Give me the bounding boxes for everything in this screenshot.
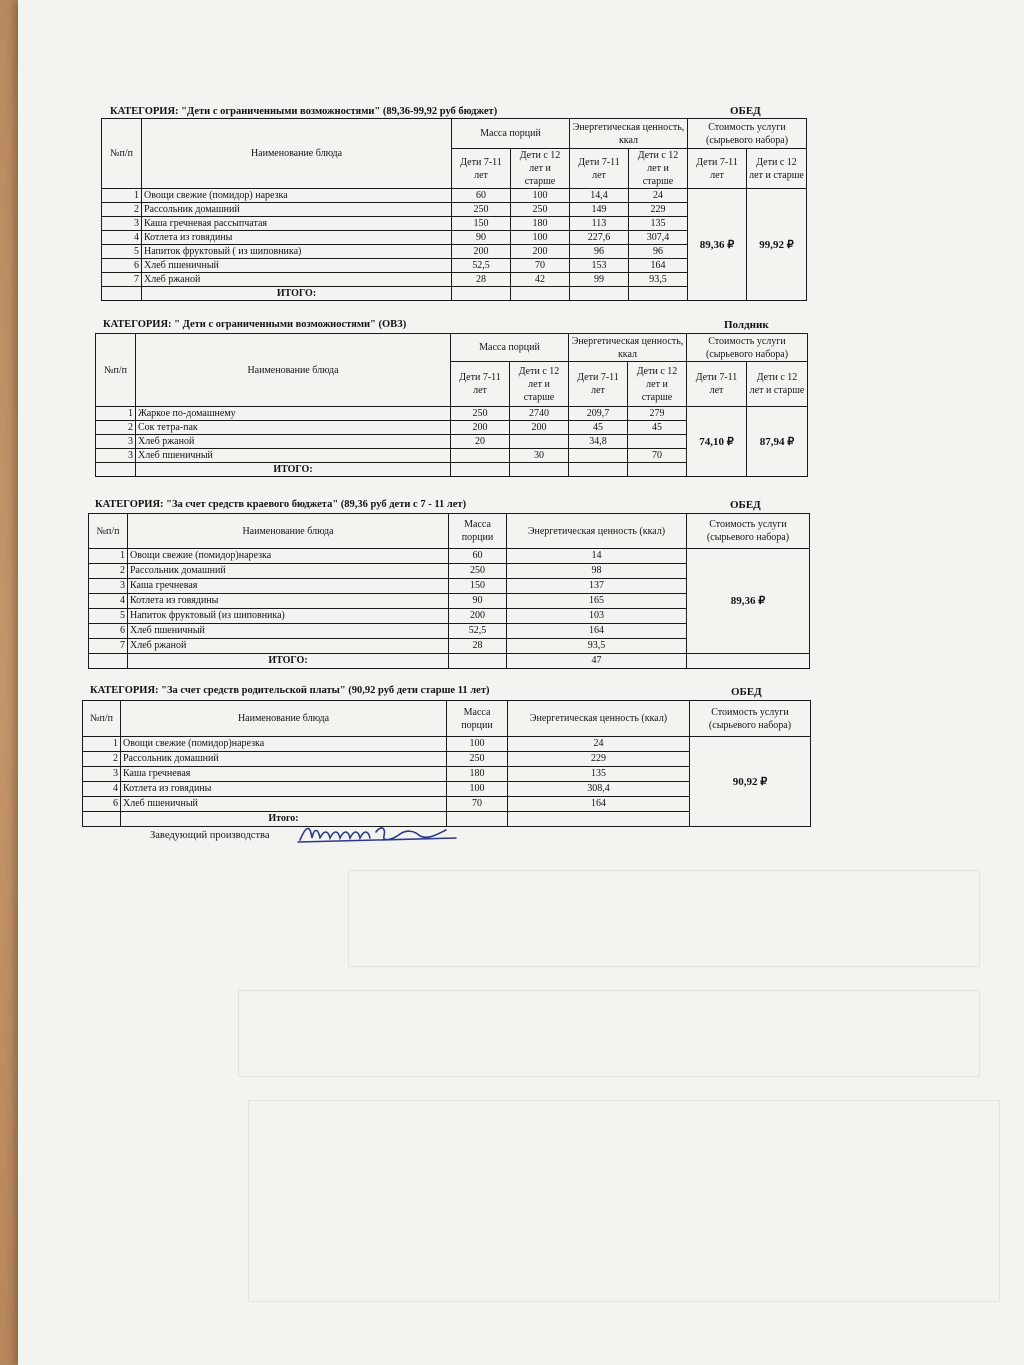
- dish-name: Жаркое по-домашнему: [136, 407, 451, 421]
- table-row: 1 Овощи свежие (помидор) нарезка 60 100 14,4 24 89,36 ₽ 99,92 ₽: [102, 189, 807, 203]
- cost-value: 89,36 ₽: [687, 549, 810, 654]
- meal-label: ОБЕД: [730, 105, 761, 117]
- header-cost: Стоимость услуги (сырьевого набора): [688, 119, 807, 149]
- dish-name: Котлета из говядины: [142, 231, 452, 245]
- menu-table: [82, 700, 811, 827]
- dish-name: Овощи свежие (помидор)нарезка: [121, 737, 447, 752]
- table-row: 2 Рассольник домашний 250 250 149 229: [102, 203, 807, 217]
- section-title: КАТЕГОРИЯ: " Дети с ограниченными возможностями" (ОВЗ): [103, 319, 407, 330]
- table-row: 4 Котлета из говядины 90 100 227,6 307,4: [102, 231, 807, 245]
- table-row: 1 Овощи свежие (помидор)нарезка 100 24 90,92 ₽: [83, 737, 811, 752]
- total-label: ИТОГО:: [136, 463, 451, 477]
- dish-name: Овощи свежие (помидор)нарезка: [128, 549, 449, 564]
- total-label: ИТОГО:: [128, 654, 449, 669]
- table-row: 4 Котлета из говядины 100 308,4: [83, 782, 811, 797]
- dish-name: Хлеб пшеничный: [136, 449, 451, 463]
- table-row: 2 Сок тетра-пак 200 200 45 45: [96, 421, 808, 435]
- header-age-12: Дети с 12 лет и старше: [629, 149, 688, 189]
- meal-label: ОБЕД: [731, 686, 762, 698]
- table-row: 5 Напиток фруктовый ( из шиповника) 200 200 96 96: [102, 245, 807, 259]
- menu-table: [88, 513, 810, 669]
- header-cost: Стоимость услуги (сырьевого набора): [690, 701, 811, 737]
- table-row: 7 Хлеб ржаной 28 93,5: [89, 639, 810, 654]
- header-energy: Энергетическая ценность (ккал): [507, 514, 687, 549]
- dish-name: Хлеб пшеничный: [121, 797, 447, 812]
- header-mass: Масса порции: [449, 514, 507, 549]
- header-age-7-11: Дети 7-11 лет: [569, 362, 628, 407]
- header-mass: Масса порций: [451, 334, 569, 362]
- header-energy: Энергетическая ценность, ккал: [570, 119, 688, 149]
- table-row: 1 Овощи свежие (помидор)нарезка 60 14 89,36 ₽: [89, 549, 810, 564]
- signature-image: [296, 818, 466, 848]
- cost-value: 90,92 ₽: [690, 737, 811, 827]
- dish-name: Рассольник домашний: [121, 752, 447, 767]
- dish-name: Каша гречневая: [121, 767, 447, 782]
- meal-label: ОБЕД: [730, 499, 761, 511]
- dish-name: Рассольник домашний: [128, 564, 449, 579]
- header-age-12: Дети с 12 лет и старше: [510, 362, 569, 407]
- header-num: №п/п: [83, 701, 121, 737]
- header-energy: Энергетическая ценность (ккал): [508, 701, 690, 737]
- header-age-12: Дети с 12 лет и старше: [511, 149, 570, 189]
- header-mass: Масса порций: [452, 119, 570, 149]
- table-row: 6 Хлеб пшеничный 52,5 70 153 164: [102, 259, 807, 273]
- table-row: 2 Рассольник домашний 250 229: [83, 752, 811, 767]
- header-age-12: Дети с 12 лет и старше: [628, 362, 687, 407]
- table-row: 3 Каша гречневая рассыпчатая 150 180 113 135: [102, 217, 807, 231]
- section-title: КАТЕГОРИЯ: "За счет средств родительской платы" (90,92 руб дети старше 11 лет): [90, 685, 490, 696]
- table-row: 5 Напиток фруктовый (из шиповника) 200 103: [89, 609, 810, 624]
- header-name: Наименование блюда: [136, 334, 451, 407]
- header-energy: Энергетическая ценность, ккал: [569, 334, 687, 362]
- meal-label: Полдник: [724, 319, 769, 331]
- header-name: Наименование блюда: [142, 119, 452, 189]
- dish-name: Хлеб ржаной: [142, 273, 452, 287]
- dish-name: Сок тетра-пак: [136, 421, 451, 435]
- header-age-7-11: Дети 7-11 лет: [451, 362, 510, 407]
- table-row: 3 Каша гречневая 150 137: [89, 579, 810, 594]
- dish-name: Напиток фруктовый (из шиповника): [128, 609, 449, 624]
- header-age-7-11: Дети 7-11 лет: [688, 149, 747, 189]
- dish-name: Хлеб ржаной: [136, 435, 451, 449]
- dish-name: Хлеб ржаной: [128, 639, 449, 654]
- dish-name: Котлета из говядины: [128, 594, 449, 609]
- total-energy: 47: [507, 654, 687, 669]
- table-row: 6 Хлеб пшеничный 70 164: [83, 797, 811, 812]
- menu-table: [95, 333, 808, 477]
- menu-table: [101, 118, 807, 301]
- dish-name: Каша гречневая рассыпчатая: [142, 217, 452, 231]
- header-name: Наименование блюда: [128, 514, 449, 549]
- cost-7-11: 89,36 ₽: [688, 189, 747, 301]
- header-age-12: Дети с 12 лет и старше: [747, 149, 807, 189]
- table-row: 3 Хлеб пшеничный 30 70: [96, 449, 808, 463]
- dish-name: Напиток фруктовый ( из шиповника): [142, 245, 452, 259]
- dish-name: Хлеб пшеничный: [142, 259, 452, 273]
- dish-name: Рассольник домашний: [142, 203, 452, 217]
- cost-12: 99,92 ₽: [747, 189, 807, 301]
- header-name: Наименование блюда: [121, 701, 447, 737]
- header-age-7-11: Дети 7-11 лет: [452, 149, 511, 189]
- total-label: ИТОГО:: [142, 287, 452, 301]
- header-age-7-11: Дети 7-11 лет: [570, 149, 629, 189]
- table-row: 1 Жаркое по-домашнему 250 2740 209,7 279 74,10 ₽ 87,94 ₽: [96, 407, 808, 421]
- dish-name: Хлеб пшеничный: [128, 624, 449, 639]
- section-title: КАТЕГОРИЯ: "Дети с ограниченными возможностями" (89,36-99,92 руб бюджет): [110, 106, 498, 117]
- dish-name: Каша гречневая: [128, 579, 449, 594]
- dish-name: Овощи свежие (помидор) нарезка: [142, 189, 452, 203]
- header-age-7-11: Дети 7-11 лет: [687, 362, 747, 407]
- table-row: 2 Рассольник домашний 250 98: [89, 564, 810, 579]
- table-row: 3 Каша гречневая 180 135: [83, 767, 811, 782]
- header-num: №п/п: [102, 119, 142, 189]
- header-num: №п/п: [96, 334, 136, 407]
- table-row: 4 Котлета из говядины 90 165: [89, 594, 810, 609]
- total-row: [89, 654, 810, 669]
- header-cost: Стоимость услуги (сырьевого набора): [687, 514, 810, 549]
- section-title: КАТЕГОРИЯ: "За счет средств краевого бюджета" (89,36 руб дети с 7 - 11 лет): [95, 499, 467, 510]
- cost-7-11: 74,10 ₽: [687, 407, 747, 477]
- header-age-12: Дети с 12 лет и старше: [747, 362, 808, 407]
- header-mass: Масса порции: [447, 701, 508, 737]
- dish-name: Котлета из говядины: [121, 782, 447, 797]
- cost-12: 87,94 ₽: [747, 407, 808, 477]
- total-label: Итого:: [121, 812, 447, 827]
- footer-label: Заведующий производства: [150, 830, 270, 841]
- header-cost: Стоимость услуги (сырьевого набора): [687, 334, 808, 362]
- table-row: 3 Хлеб ржаной 20 34,8: [96, 435, 808, 449]
- header-num: №п/п: [89, 514, 128, 549]
- table-row: 6 Хлеб пшеничный 52,5 164: [89, 624, 810, 639]
- table-row: 7 Хлеб ржаной 28 42 99 93,5: [102, 273, 807, 287]
